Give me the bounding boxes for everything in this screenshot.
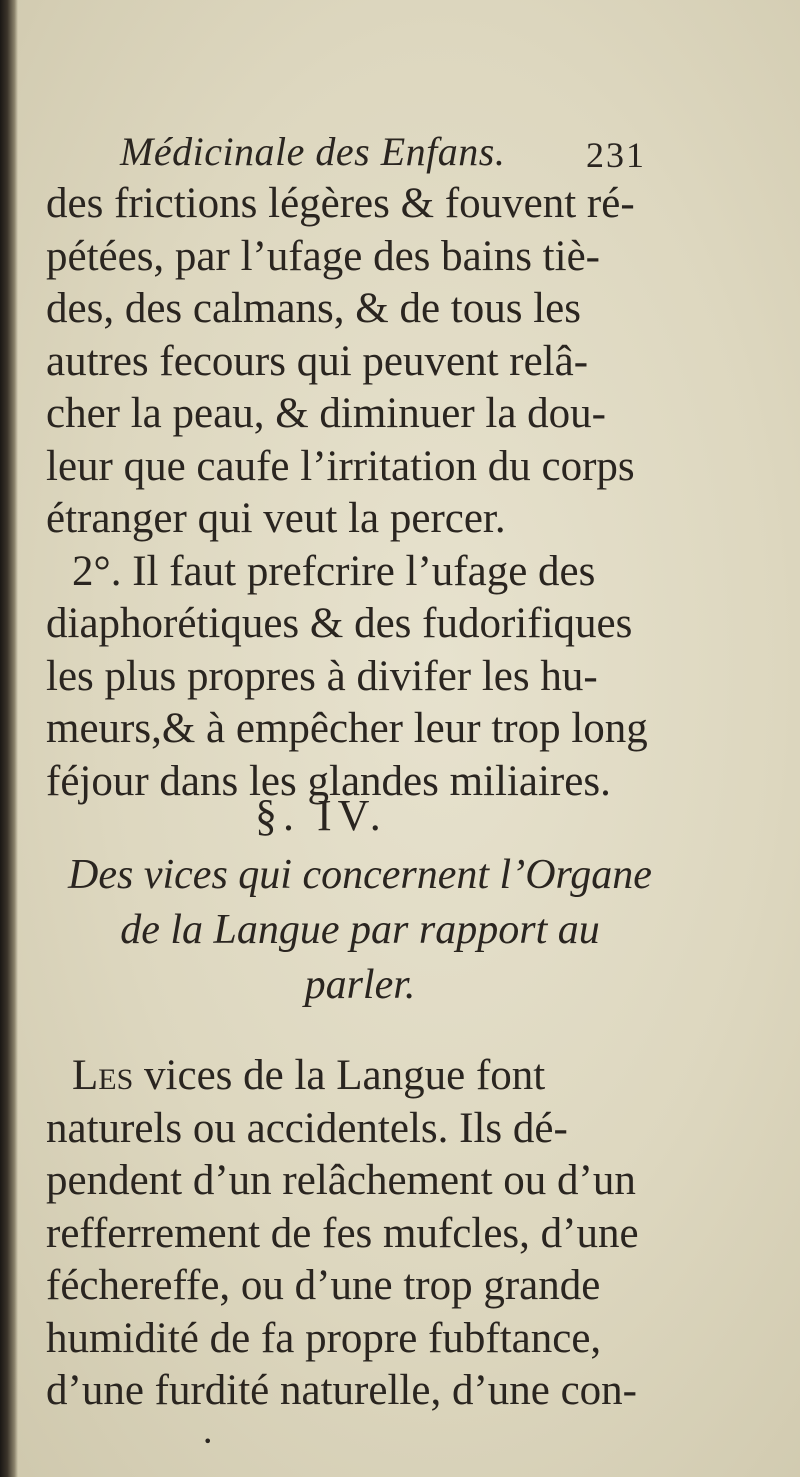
section-heading [40,848,680,1013]
text-line: meurs,& à empêcher leur trop long [46,705,648,752]
page-number: 231 [586,135,646,175]
text-line: 2°. Il faut prefcrire l’ufage des [72,547,596,595]
text-line: refferrement de fes mufcles, d’une [46,1209,639,1257]
text-line: des, des calmans, & de tous les [46,285,582,332]
text-line: pétées, par l’ufage des bains tiè- [46,232,600,280]
binding-edge [0,0,18,1477]
text-line: des frictions légères & fouvent ré- [46,180,635,227]
text-line: féchereffe, ou d’une trop grande [46,1262,601,1309]
paragraph-1 [46,178,656,808]
text-line: les plus propres à divifer les hu- [46,652,598,700]
heading-line: Des vices qui concernent l’Organe [68,852,652,898]
text-line: étranger qui veut la percer. [46,495,506,542]
heading-line: de la Langue par rapport au [120,907,600,953]
first-line-rest: vices de la Langue font [133,1052,546,1099]
paragraph-2 [46,1050,656,1418]
heading-line: parler. [304,962,416,1008]
initial-word: Les [72,1052,134,1099]
text-line: cher la peau, & diminuer la dou- [46,390,606,437]
text-line: diaphorétiques & des fudorifiques [46,600,633,647]
text-line: humidité de fa propre fubftance, [46,1314,602,1362]
text-line-first [46,1050,656,1103]
text-line: féjour dans les glandes miliaires. [46,757,611,805]
section-number: §. IV. [255,791,387,840]
text-line: leur que caufe l’irritation du corps [46,442,635,490]
running-head [120,120,660,180]
printer-mark: • [203,1432,213,1451]
text-line: naturels ou accidentels. Ils dé- [46,1104,568,1152]
text-line: d’une furdité naturelle, d’une con- [46,1367,637,1414]
text-line: autres fecours qui peuvent relâ- [46,337,589,385]
text-line: pendent d’un relâchement ou d’un [46,1157,636,1204]
running-title: Médicinale des Enfans. [120,129,506,174]
